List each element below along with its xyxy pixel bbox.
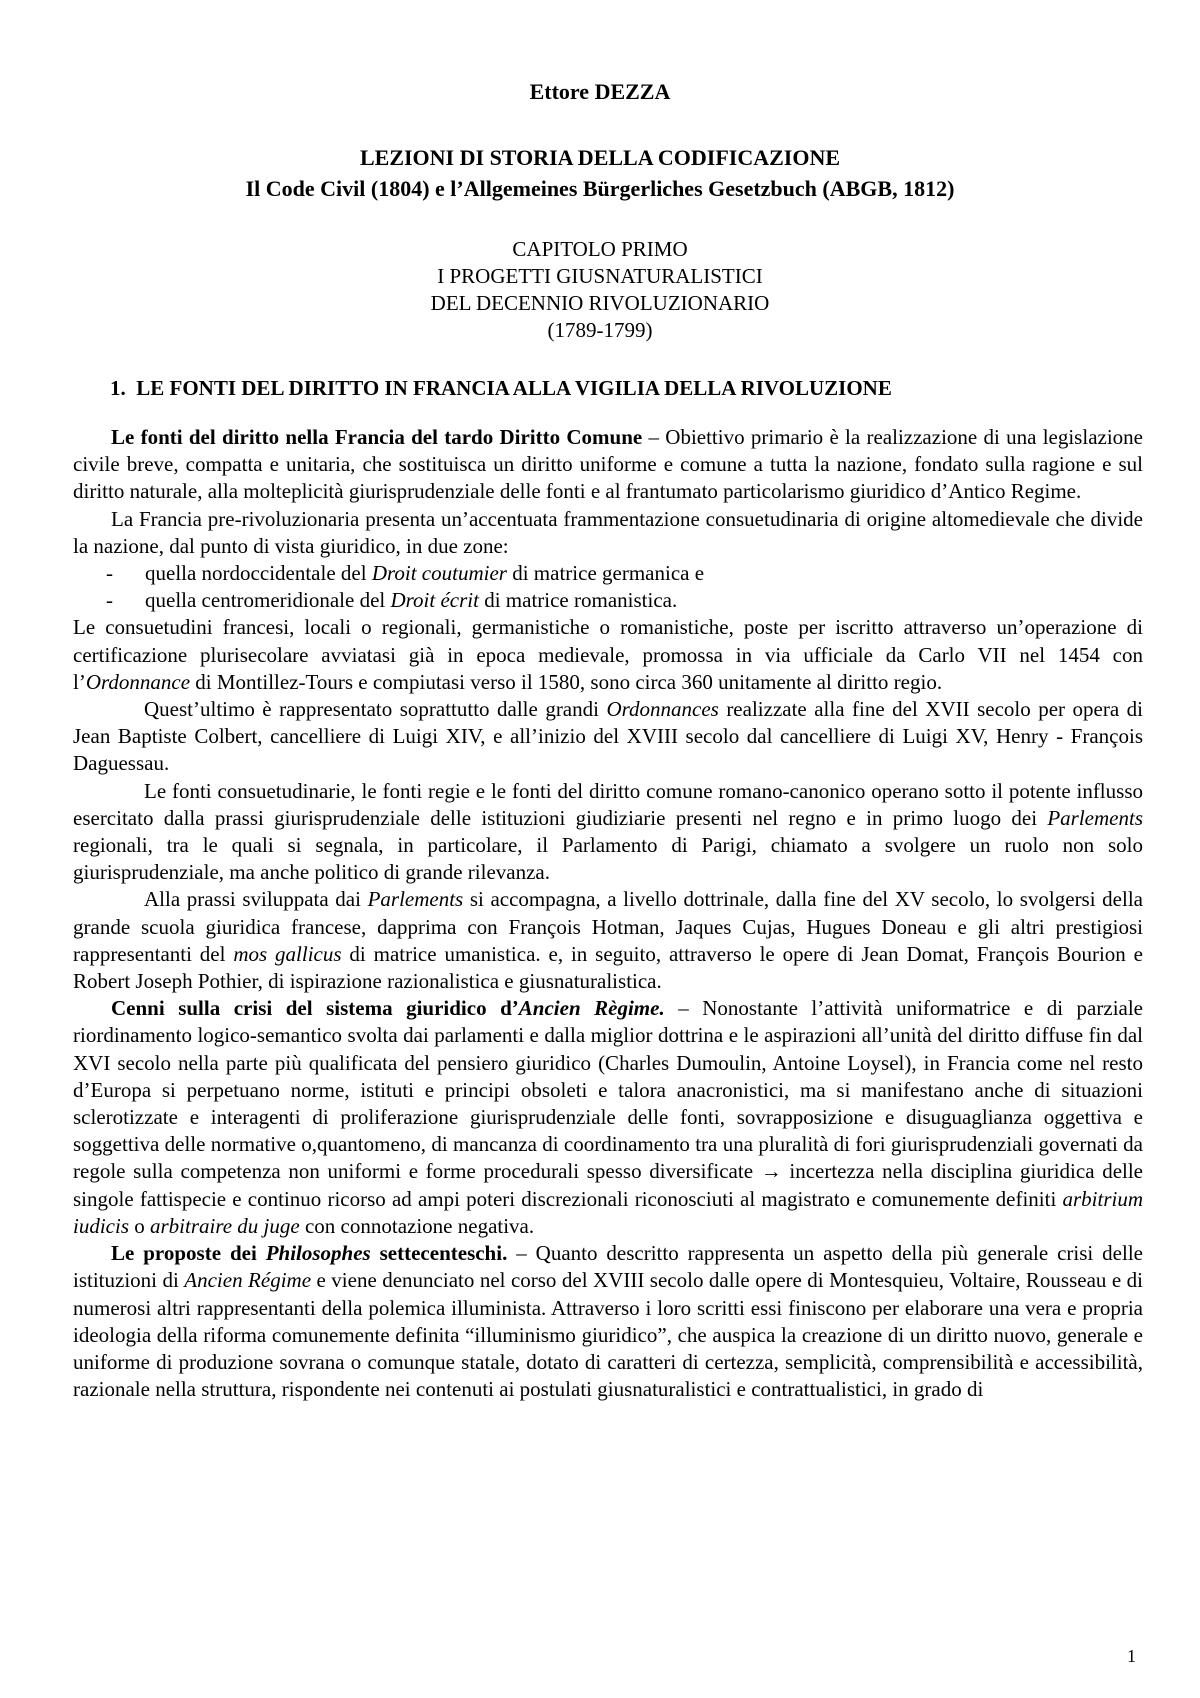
title-line-1: LEZIONI DI STORIA DELLA CODIFICAZIONE [359, 145, 841, 170]
paragraph-7-heading: Cenni sulla crisi del sistema giuridico d’Ancien Règime. [111, 996, 665, 1021]
page-number: 1 [1127, 1646, 1136, 1666]
list-bullet: - [106, 561, 113, 586]
list-item-text: quella centromeridionale del Droit écrit di matrice romanistica. [145, 588, 678, 613]
paragraph-4: Quest’ultimo è rappresentato soprattutto dalle grandi Ordonnances realizzate alla fine del XVII secolo per opera di Jean Baptiste Colbert, cancelliere di Luigi XIV, e all’inizio del XVIII secolo dal cancelliere di Luigi XV, Henry - François Daguessau. [73, 697, 1143, 776]
chapter-line-2: I PROGETTI GIUSNATURALISTICI [437, 264, 763, 288]
section-heading [110, 375, 892, 402]
body-text [73, 424, 1143, 1403]
paragraph-2 [73, 506, 1143, 560]
paragraph-3: Le consuetudini francesi, locali o regionali, germanistiche o romanistiche, poste per iscritto attraverso un’operazione di certificazione plurisecolare avviatasi già in epoca medievale, promossa in via ufficiale da Carlo VII nel 1454 con l’Ordonnance di Montillez-Tours e compiutasi verso il 1580, sono circa 360 unitamente al diritto regio. [73, 615, 1143, 694]
chapter-line-1: CAPITOLO PRIMO [512, 237, 688, 261]
title-line-2: Il Code Civil (1804) e l’Allgemeines Bürgerliches Gesetzbuch (ABGB, 1812) [245, 176, 955, 201]
paragraph-5: Le fonti consuetudinarie, le fonti regie e le fonti del diritto comune romano-canonico operano sotto il potente influsso esercitato dalla prassi giurisprudenziale delle istituzioni giudiziarie presenti nel regno e in primo luogo dei Parlements regionali, tra le quali si segnala, in particolare, il Parlamento di Parigi, chiamato a svolgere un ruolo non solo giurisprudenziale, ma anche politico di grande rilevanza. [73, 778, 1143, 885]
arrow-icon: → [760, 1159, 782, 1184]
paragraph-6: Alla prassi sviluppata dai Parlements si accompagna, a livello dottrinale, dalla fine del XV secolo, lo svolgersi della grande scuola giuridica francese, dapprima con François Hotman, Jaques Cujas, Hugues Doneau e gli altri prestigiosi rappresentanti del mos gallicus di matrice umanistica. e, in seguito, attraverso le opere di Jean Domat, François Bourion e Robert Joseph Pothier, di ispirazione razionalistica e giusnaturalistica. [73, 887, 1143, 994]
list-item [73, 560, 1143, 587]
section-title: LE FONTI DEL DIRITTO IN FRANCIA ALLA VIGILIA DELLA RIVOLUZIONE [136, 376, 892, 400]
list-bullet: - [106, 588, 113, 613]
chapter-line-3: DEL DECENNIO RIVOLUZIONARIO [430, 291, 770, 315]
paragraph-2-text: La Francia pre-rivoluzionaria presenta un’accentuata frammentazione consuetudinaria di origine altomedievale che divide la nazione, dal punto di vista giuridico, in due zone: [73, 506, 1143, 558]
paragraph-7: Cenni sulla crisi del sistema giuridico d’Ancien Règime. – Nonostante l’attività uniformatrice e di parziale riordinamento logico-semantico svolta dai parlamenti e dalla miglior dottrina e le aspirazioni all’unità del diritto diffuse fin dal XVI secolo nella parte più qualificata del pensiero giuridico (Charles Dumoulin, Antoine Loysel), in Francia come nel resto d’Europa si perpetuano norme, istituti e principi obsoleti e talora anacronistici, ma si manifestano anche di situazioni sclerotizzate e interagenti di proliferazione giurisprudenziale delle fonti, sovrapposizione e disuguaglianza oggettiva e soggettiva delle normative o,quantomeno, di mancanza di coordinamento tra una pluralità di fori giurisprudenziali governati da regole sulla competenza non uniformi e forme procedurali spesso diversificate → incertezza nella disciplina giuridica delle singole fattispecie e continuo ricorso ad ampi poteri discrezionali riconosciuti al magistrato e comunemente definiti arbitrium iudicis o arbitraire du juge con connotazione negativa. [73, 996, 1144, 1238]
document-title [0, 142, 1200, 204]
list-item-text: quella nordoccidentale del Droit coutumier di matrice germanica e [145, 561, 705, 586]
author-name: Ettore DEZZA [529, 79, 671, 104]
section-number: 1. [110, 376, 126, 400]
chapter-heading [0, 236, 1200, 344]
paragraph-1 [73, 424, 1143, 506]
chapter-line-4: (1789-1799) [547, 318, 653, 342]
paragraph-1-heading: Le fonti del diritto nella Francia del tardo Diritto Comune [111, 425, 643, 449]
paragraph-8: Le proposte dei Philosophes settecenteschi. – Quanto descritto rappresenta un aspetto della più generale crisi delle istituzioni di Ancien Régime e viene denunciato nel corso del XVIII secolo dalle opere di Montesquieu, Voltaire, Rousseau e di numerosi altri rappresentanti della polemica illuminista. Attraverso i loro scritti essi finiscono per elaborare una vera e propria ideologia della riforma comunemente definita “illuminismo giuridico”, che auspica la creazione di un diritto nuovo, generale e uniforme di produzione sovrana o comunque statale, dotato di caratteri di certezza, semplicità, comprensibilità e accessibilità, razionale nella struttura, rispondente nei contenuti ai postulati giusnaturalistici e contrattualistici, in grado di [73, 1241, 1143, 1402]
paragraph-8-heading: Le proposte dei Philosophes settecenteschi. [111, 1241, 508, 1266]
list-item [73, 587, 1143, 614]
paragraph-1-text: – Obiettivo primario è la realizzazione di una legislazione civile breve, compatta e unitaria, che sostituisca un diritto uniforme e comune a tutta la nazione, fondato sulla ragione e sul diritto naturale, alla molteplicità giurisprudenziale delle fonti e al frantumato particolarismo giuridico d’Antico Regime. [73, 425, 1143, 504]
